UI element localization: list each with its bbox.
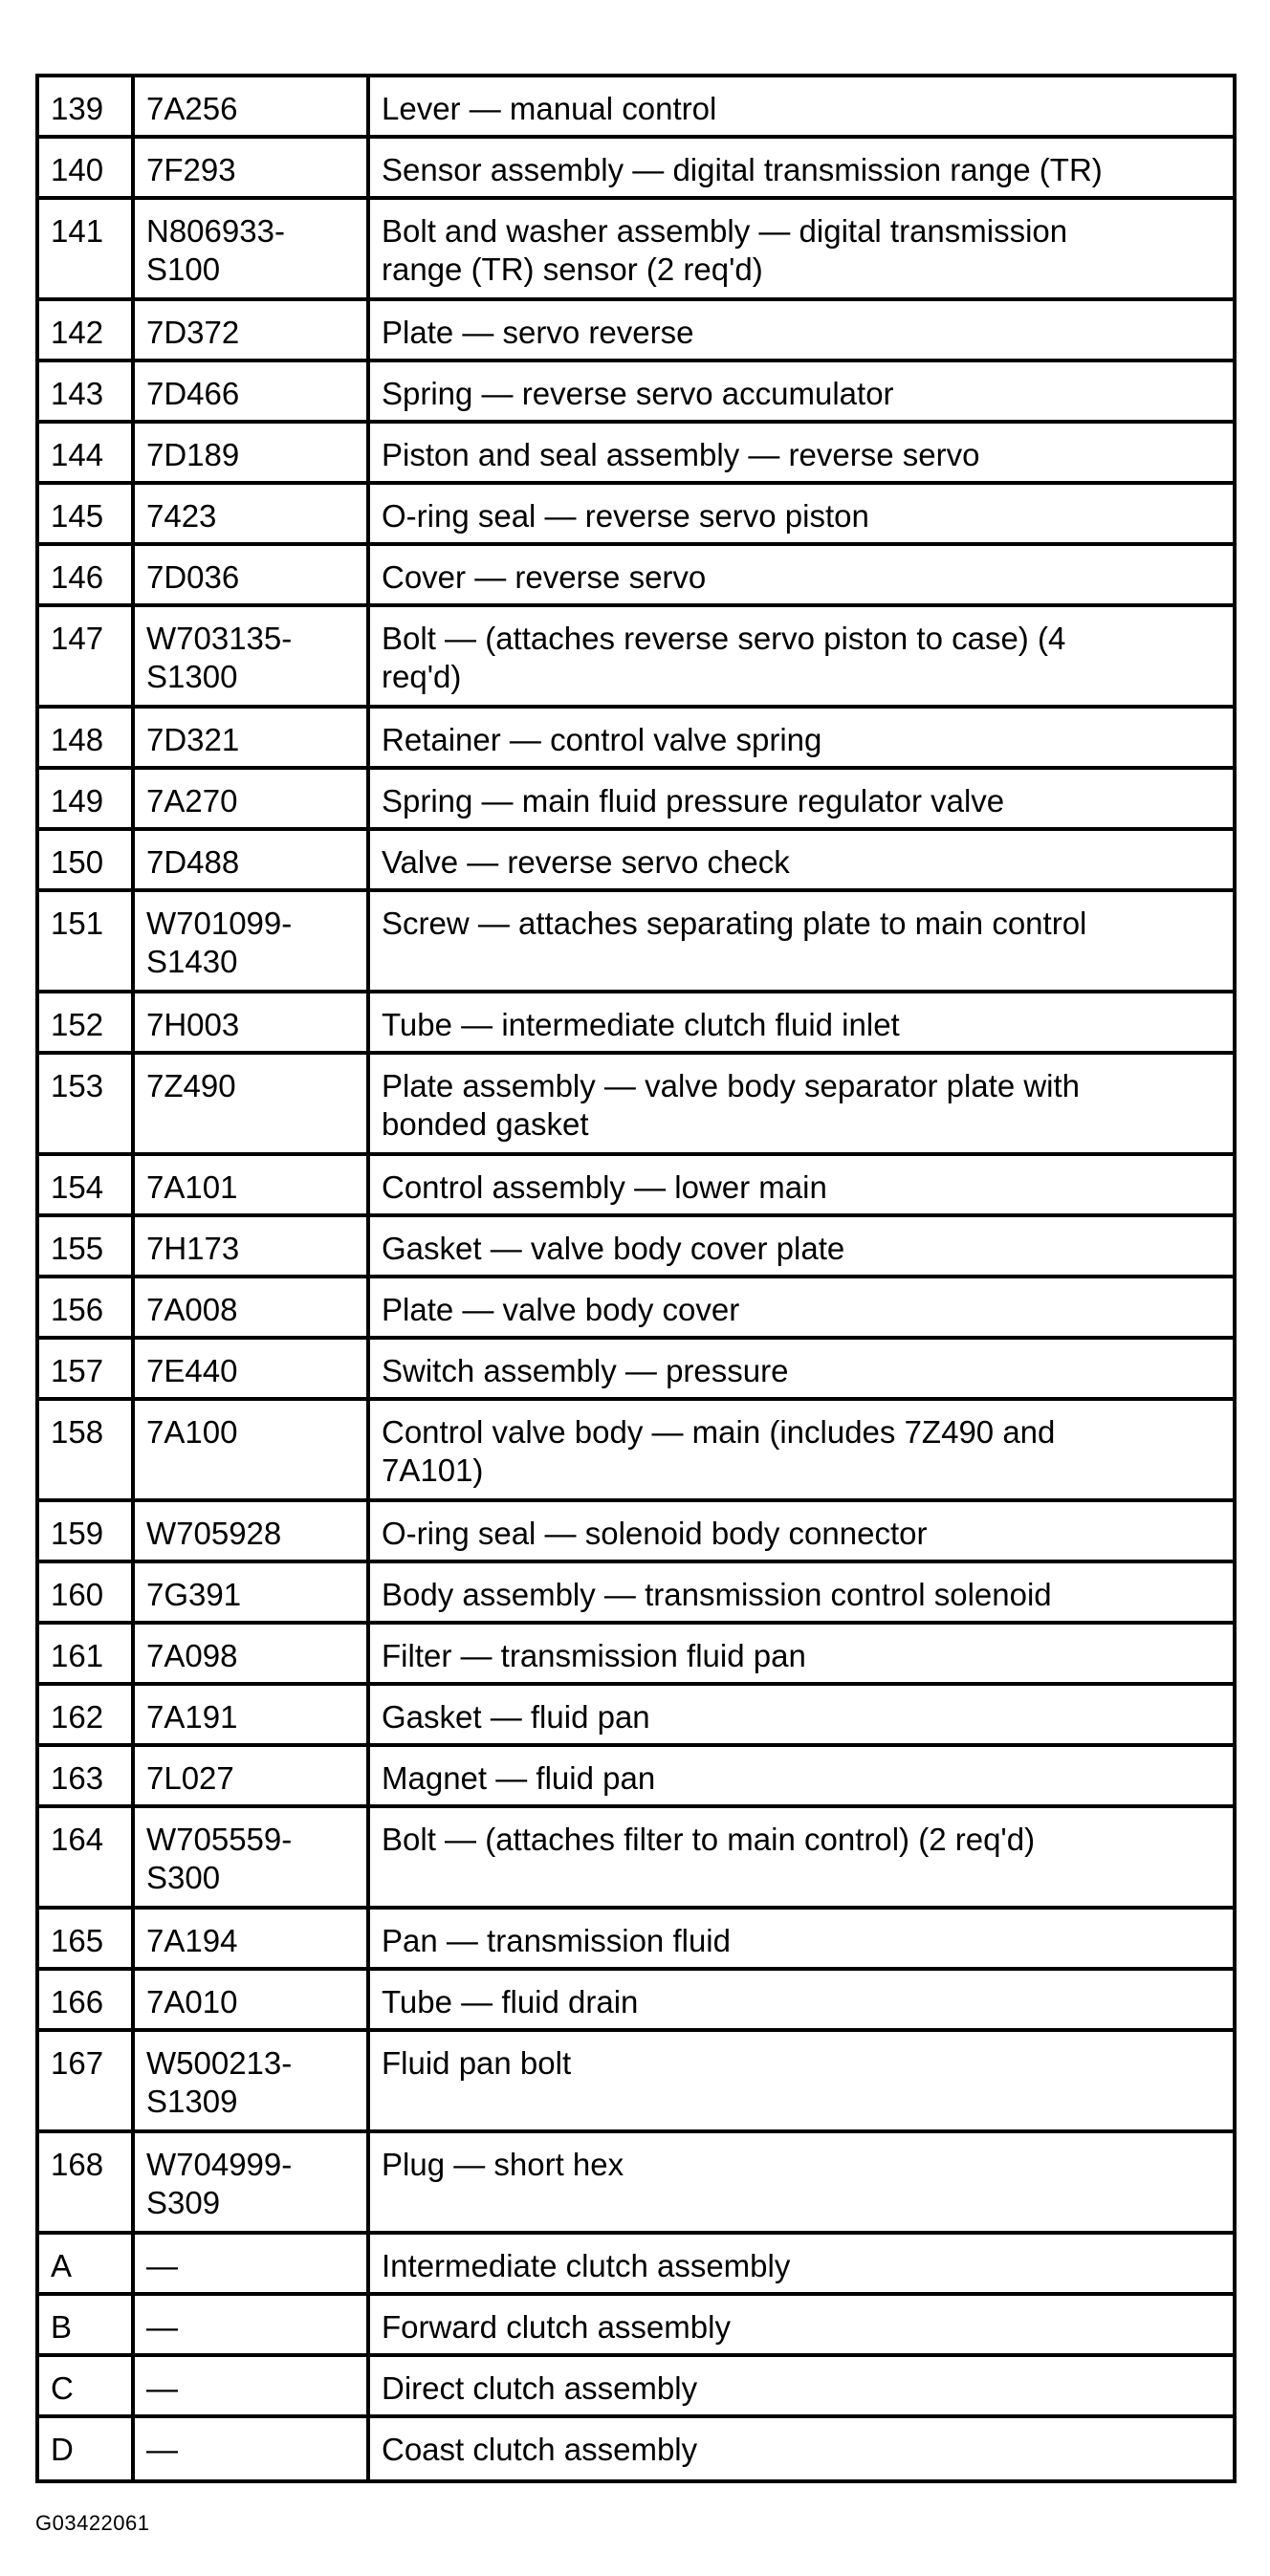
part-number-cell: 7A270 (133, 768, 368, 829)
table-row (37, 422, 1235, 483)
table-row (37, 829, 1235, 890)
part-number-cell: 7D321 (133, 707, 368, 768)
description-cell: Bolt — (attaches filter to main control) (2 req'd) (368, 1806, 1235, 1908)
part-number-cell: — (133, 2233, 368, 2294)
item-number-cell: 155 (37, 1215, 133, 1277)
description-cell: Valve — reverse servo check (368, 829, 1235, 890)
description-cell: Filter — transmission fluid pan (368, 1623, 1235, 1684)
table-row (37, 1969, 1235, 2030)
table-row (37, 992, 1235, 1053)
table-row (37, 1500, 1235, 1561)
table-row (37, 1338, 1235, 1399)
table-row (37, 544, 1235, 605)
description-cell: Plate assembly — valve body separator plate with bonded gasket (368, 1053, 1235, 1154)
item-number-cell: 139 (37, 76, 133, 137)
description-cell: Plate — servo reverse (368, 299, 1235, 360)
description-cell: Sensor assembly — digital transmission range (TR) (368, 137, 1235, 198)
part-number-cell: N806933- S100 (133, 198, 368, 299)
description-cell: Fluid pan bolt (368, 2030, 1235, 2131)
table-row (37, 1277, 1235, 1338)
part-number-cell: 7423 (133, 483, 368, 544)
part-number-cell: 7A008 (133, 1277, 368, 1338)
item-number-cell: 146 (37, 544, 133, 605)
table-row (37, 768, 1235, 829)
item-number-cell: 143 (37, 360, 133, 422)
table-row (37, 76, 1235, 137)
description-cell: Gasket — fluid pan (368, 1684, 1235, 1745)
table-row (37, 1745, 1235, 1806)
table-row (37, 890, 1235, 992)
description-cell: Plug — short hex (368, 2131, 1235, 2233)
part-number-cell: W705928 (133, 1500, 368, 1561)
part-number-cell: 7D372 (133, 299, 368, 360)
table-row (37, 1215, 1235, 1277)
parts-table (35, 74, 1237, 2483)
item-number-cell: 157 (37, 1338, 133, 1399)
part-number-cell: 7H003 (133, 992, 368, 1053)
table-row (37, 1399, 1235, 1500)
item-number-cell: 142 (37, 299, 133, 360)
item-number-cell: 166 (37, 1969, 133, 2030)
part-number-cell: W703135- S1300 (133, 605, 368, 707)
item-number-cell: 159 (37, 1500, 133, 1561)
item-number-cell: 140 (37, 137, 133, 198)
table-row (37, 299, 1235, 360)
item-number-cell: 156 (37, 1277, 133, 1338)
item-number-cell: 158 (37, 1399, 133, 1500)
item-number-cell: 168 (37, 2131, 133, 2233)
item-number-cell: 141 (37, 198, 133, 299)
part-number-cell: 7A100 (133, 1399, 368, 1500)
description-cell: Coast clutch assembly (368, 2416, 1235, 2481)
description-cell: Tube — intermediate clutch fluid inlet (368, 992, 1235, 1053)
description-cell: Forward clutch assembly (368, 2294, 1235, 2355)
item-number-cell: 150 (37, 829, 133, 890)
description-cell: Lever — manual control (368, 76, 1235, 137)
description-cell: Plate — valve body cover (368, 1277, 1235, 1338)
description-cell: Bolt and washer assembly — digital transmission range (TR) sensor (2 req'd) (368, 198, 1235, 299)
part-number-cell: 7A194 (133, 1908, 368, 1969)
item-number-cell: 160 (37, 1561, 133, 1623)
item-number-cell: 144 (37, 422, 133, 483)
item-number-cell: 151 (37, 890, 133, 992)
part-number-cell: 7A098 (133, 1623, 368, 1684)
part-number-cell: 7A191 (133, 1684, 368, 1745)
item-number-cell: 163 (37, 1745, 133, 1806)
description-cell: Control assembly — lower main (368, 1154, 1235, 1215)
description-cell: Bolt — (attaches reverse servo piston to case) (4 req'd) (368, 605, 1235, 707)
description-cell: Gasket — valve body cover plate (368, 1215, 1235, 1277)
part-number-cell: 7A256 (133, 76, 368, 137)
part-number-cell: 7A101 (133, 1154, 368, 1215)
table-row (37, 1908, 1235, 1969)
figure-id: G03422061 (35, 2511, 150, 2535)
part-number-cell: 7D189 (133, 422, 368, 483)
item-number-cell: 152 (37, 992, 133, 1053)
parts-table-body (37, 76, 1235, 2481)
table-row (37, 1684, 1235, 1745)
part-number-cell: — (133, 2416, 368, 2481)
table-row (37, 1806, 1235, 1908)
description-cell: O-ring seal — solenoid body connector (368, 1500, 1235, 1561)
description-cell: Control valve body — main (includes 7Z490 and 7A101) (368, 1399, 1235, 1500)
item-number-cell: 147 (37, 605, 133, 707)
part-number-cell: W704999- S309 (133, 2131, 368, 2233)
item-number-cell: A (37, 2233, 133, 2294)
table-row (37, 2233, 1235, 2294)
part-number-cell: 7L027 (133, 1745, 368, 1806)
table-row (37, 605, 1235, 707)
item-number-cell: 153 (37, 1053, 133, 1154)
description-cell: Spring — reverse servo accumulator (368, 360, 1235, 422)
part-number-cell: W705559- S300 (133, 1806, 368, 1908)
part-number-cell: 7H173 (133, 1215, 368, 1277)
part-number-cell: 7Z490 (133, 1053, 368, 1154)
item-number-cell: 162 (37, 1684, 133, 1745)
description-cell: Spring — main fluid pressure regulator valve (368, 768, 1235, 829)
table-row (37, 1154, 1235, 1215)
description-cell: Cover — reverse servo (368, 544, 1235, 605)
description-cell: Retainer — control valve spring (368, 707, 1235, 768)
table-row (37, 1053, 1235, 1154)
description-cell: Piston and seal assembly — reverse servo (368, 422, 1235, 483)
part-number-cell: 7A010 (133, 1969, 368, 2030)
table-row (37, 360, 1235, 422)
part-number-cell: 7D036 (133, 544, 368, 605)
description-cell: Body assembly — transmission control solenoid (368, 1561, 1235, 1623)
description-cell: Switch assembly — pressure (368, 1338, 1235, 1399)
table-row (37, 2030, 1235, 2131)
item-number-cell: 149 (37, 768, 133, 829)
description-cell: O-ring seal — reverse servo piston (368, 483, 1235, 544)
part-number-cell: — (133, 2355, 368, 2416)
part-number-cell: 7E440 (133, 1338, 368, 1399)
part-number-cell: W701099- S1430 (133, 890, 368, 992)
table-row (37, 2294, 1235, 2355)
item-number-cell: C (37, 2355, 133, 2416)
item-number-cell: 167 (37, 2030, 133, 2131)
table-row (37, 2416, 1235, 2481)
item-number-cell: 154 (37, 1154, 133, 1215)
part-number-cell: 7D488 (133, 829, 368, 890)
item-number-cell: 148 (37, 707, 133, 768)
table-row (37, 707, 1235, 768)
part-number-cell: W500213- S1309 (133, 2030, 368, 2131)
description-cell: Direct clutch assembly (368, 2355, 1235, 2416)
table-row (37, 483, 1235, 544)
description-cell: Tube — fluid drain (368, 1969, 1235, 2030)
item-number-cell: 165 (37, 1908, 133, 1969)
item-number-cell: B (37, 2294, 133, 2355)
part-number-cell: 7G391 (133, 1561, 368, 1623)
part-number-cell: — (133, 2294, 368, 2355)
description-cell: Intermediate clutch assembly (368, 2233, 1235, 2294)
part-number-cell: 7F293 (133, 137, 368, 198)
description-cell: Screw — attaches separating plate to main control (368, 890, 1235, 992)
table-row (37, 1623, 1235, 1684)
description-cell: Magnet — fluid pan (368, 1745, 1235, 1806)
part-number-cell: 7D466 (133, 360, 368, 422)
item-number-cell: D (37, 2416, 133, 2481)
table-row (37, 2355, 1235, 2416)
table-row (37, 1561, 1235, 1623)
item-number-cell: 164 (37, 1806, 133, 1908)
item-number-cell: 161 (37, 1623, 133, 1684)
item-number-cell: 145 (37, 483, 133, 544)
table-row (37, 137, 1235, 198)
description-cell: Pan — transmission fluid (368, 1908, 1235, 1969)
table-row (37, 198, 1235, 299)
table-row (37, 2131, 1235, 2233)
